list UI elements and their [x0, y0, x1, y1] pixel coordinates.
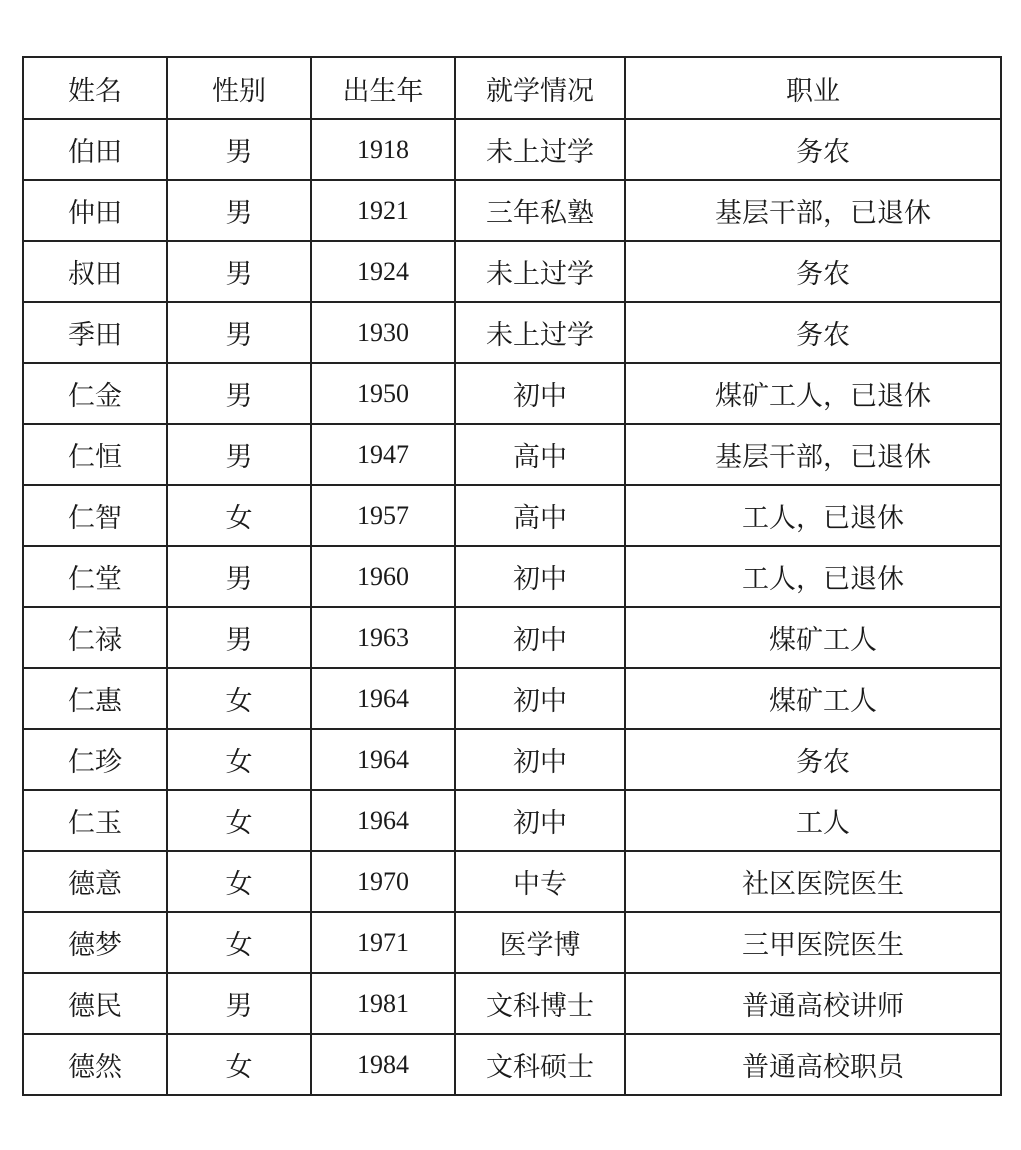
- gender-cell: 男: [167, 302, 311, 363]
- table-row: [23, 546, 1001, 607]
- name-cell: 仁禄: [23, 607, 167, 668]
- education-cell: 中专: [455, 851, 625, 912]
- occupation-cell: 社区医院医生: [625, 851, 1001, 912]
- birth-year-cell: 1963: [311, 607, 455, 668]
- birth-year-cell: 1984: [311, 1034, 455, 1095]
- name-cell: 季田: [23, 302, 167, 363]
- header-education: 就学情况: [455, 57, 625, 119]
- table-row: [23, 119, 1001, 180]
- family-table: [22, 56, 1002, 1096]
- education-cell: 医学博: [455, 912, 625, 973]
- occupation-cell: 务农: [625, 302, 1001, 363]
- occupation-cell: 务农: [625, 241, 1001, 302]
- education-cell: 初中: [455, 668, 625, 729]
- education-cell: 文科硕士: [455, 1034, 625, 1095]
- occupation-cell: 煤矿工人: [625, 668, 1001, 729]
- occupation-cell: 煤矿工人: [625, 607, 1001, 668]
- birth-year-cell: 1960: [311, 546, 455, 607]
- gender-cell: 女: [167, 1034, 311, 1095]
- gender-cell: 男: [167, 973, 311, 1034]
- table-row: [23, 973, 1001, 1034]
- education-cell: 文科博士: [455, 973, 625, 1034]
- birth-year-cell: 1918: [311, 119, 455, 180]
- education-cell: 高中: [455, 485, 625, 546]
- name-cell: 德然: [23, 1034, 167, 1095]
- table-row: [23, 1034, 1001, 1095]
- table-row: [23, 180, 1001, 241]
- gender-cell: 男: [167, 424, 311, 485]
- occupation-cell: 工人，已退休: [625, 546, 1001, 607]
- table-row: [23, 668, 1001, 729]
- education-cell: 初中: [455, 729, 625, 790]
- birth-year-cell: 1971: [311, 912, 455, 973]
- table-row: [23, 912, 1001, 973]
- education-cell: 未上过学: [455, 302, 625, 363]
- education-cell: 未上过学: [455, 119, 625, 180]
- birth-year-cell: 1981: [311, 973, 455, 1034]
- occupation-cell: 务农: [625, 119, 1001, 180]
- name-cell: 仁惠: [23, 668, 167, 729]
- gender-cell: 男: [167, 180, 311, 241]
- birth-year-cell: 1964: [311, 790, 455, 851]
- education-cell: 未上过学: [455, 241, 625, 302]
- gender-cell: 女: [167, 668, 311, 729]
- table-row: [23, 485, 1001, 546]
- birth-year-cell: 1964: [311, 729, 455, 790]
- table-row: [23, 790, 1001, 851]
- education-cell: 初中: [455, 546, 625, 607]
- name-cell: 仁智: [23, 485, 167, 546]
- name-cell: 仁金: [23, 363, 167, 424]
- table-row: [23, 607, 1001, 668]
- occupation-cell: 煤矿工人，已退休: [625, 363, 1001, 424]
- gender-cell: 男: [167, 119, 311, 180]
- birth-year-cell: 1957: [311, 485, 455, 546]
- education-cell: 三年私塾: [455, 180, 625, 241]
- gender-cell: 女: [167, 912, 311, 973]
- header-birth-year: 出生年: [311, 57, 455, 119]
- name-cell: 伯田: [23, 119, 167, 180]
- birth-year-cell: 1964: [311, 668, 455, 729]
- birth-year-cell: 1921: [311, 180, 455, 241]
- occupation-cell: 工人: [625, 790, 1001, 851]
- occupation-cell: 基层干部，已退休: [625, 424, 1001, 485]
- table-row: [23, 729, 1001, 790]
- birth-year-cell: 1970: [311, 851, 455, 912]
- occupation-cell: 工人，已退休: [625, 485, 1001, 546]
- gender-cell: 男: [167, 241, 311, 302]
- gender-cell: 女: [167, 729, 311, 790]
- name-cell: 仁珍: [23, 729, 167, 790]
- birth-year-cell: 1930: [311, 302, 455, 363]
- occupation-cell: 务农: [625, 729, 1001, 790]
- education-cell: 初中: [455, 790, 625, 851]
- name-cell: 仁恒: [23, 424, 167, 485]
- gender-cell: 女: [167, 851, 311, 912]
- gender-cell: 男: [167, 363, 311, 424]
- gender-cell: 男: [167, 607, 311, 668]
- occupation-cell: 普通高校职员: [625, 1034, 1001, 1095]
- birth-year-cell: 1947: [311, 424, 455, 485]
- name-cell: 德意: [23, 851, 167, 912]
- occupation-cell: 普通高校讲师: [625, 973, 1001, 1034]
- name-cell: 德民: [23, 973, 167, 1034]
- education-cell: 初中: [455, 607, 625, 668]
- header-name: 姓名: [23, 57, 167, 119]
- birth-year-cell: 1950: [311, 363, 455, 424]
- gender-cell: 男: [167, 546, 311, 607]
- table-row: [23, 424, 1001, 485]
- table-row: [23, 851, 1001, 912]
- birth-year-cell: 1924: [311, 241, 455, 302]
- name-cell: 仁玉: [23, 790, 167, 851]
- name-cell: 仁堂: [23, 546, 167, 607]
- table-row: [23, 241, 1001, 302]
- education-cell: 高中: [455, 424, 625, 485]
- table-row: [23, 302, 1001, 363]
- education-cell: 初中: [455, 363, 625, 424]
- name-cell: 仲田: [23, 180, 167, 241]
- occupation-cell: 基层干部，已退休: [625, 180, 1001, 241]
- name-cell: 德梦: [23, 912, 167, 973]
- header-occupation: 职业: [625, 57, 1001, 119]
- gender-cell: 女: [167, 790, 311, 851]
- occupation-cell: 三甲医院医生: [625, 912, 1001, 973]
- header-row: [23, 57, 1001, 119]
- table-row: [23, 363, 1001, 424]
- name-cell: 叔田: [23, 241, 167, 302]
- gender-cell: 女: [167, 485, 311, 546]
- header-gender: 性别: [167, 57, 311, 119]
